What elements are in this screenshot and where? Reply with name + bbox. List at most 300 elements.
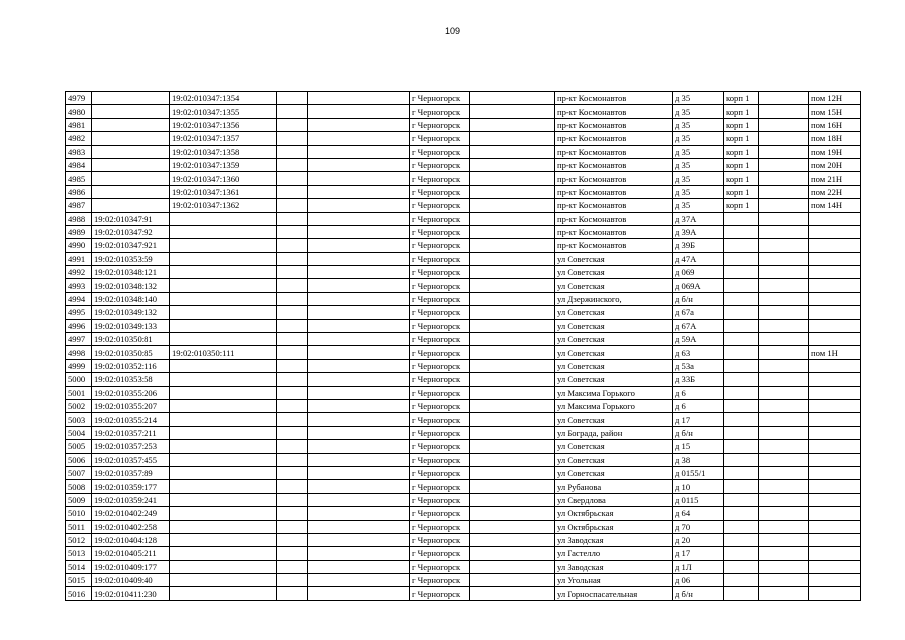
col-11-cell: [759, 507, 809, 520]
house-cell: д 67А: [673, 319, 724, 332]
street-cell: ул Советская: [555, 346, 673, 359]
table-row: [66, 92, 861, 105]
col-7-cell: [470, 507, 555, 520]
table-row: [66, 158, 861, 171]
cadastral-number-cell: 19:02:010409:177: [92, 560, 170, 573]
cadastral-number-cell: [92, 172, 170, 185]
col-7-cell: [470, 158, 555, 171]
cadastral-number-cell: 19:02:010349:133: [92, 319, 170, 332]
premises-cell: [809, 266, 861, 279]
row-number-cell: 4982: [66, 132, 92, 145]
col-11-cell: [759, 466, 809, 479]
house-cell: д 069: [673, 266, 724, 279]
cadastral-number-cell: [92, 158, 170, 171]
col-11-cell: [759, 386, 809, 399]
house-cell: д 33Б: [673, 373, 724, 386]
city-cell: г Черногорск: [410, 453, 470, 466]
cadastral-number-cell: 19:02:010402:249: [92, 507, 170, 520]
building-cell: [724, 239, 759, 252]
cadastral-number-cell: 19:02:010409:40: [92, 574, 170, 587]
building-cell: корп 1: [724, 172, 759, 185]
row-number-cell: 5012: [66, 533, 92, 546]
city-cell: г Черногорск: [410, 574, 470, 587]
col-11-cell: [759, 493, 809, 506]
building-cell: корп 1: [724, 145, 759, 158]
building-cell: корп 1: [724, 185, 759, 198]
table-row: [66, 346, 861, 359]
street-cell: ул Советская: [555, 359, 673, 372]
house-cell: д 0115: [673, 493, 724, 506]
col-7-cell: [470, 587, 555, 600]
table-row: [66, 547, 861, 560]
city-cell: г Черногорск: [410, 560, 470, 573]
city-cell: г Черногорск: [410, 105, 470, 118]
city-cell: г Черногорск: [410, 333, 470, 346]
table-row: [66, 266, 861, 279]
col-4-cell: [277, 333, 308, 346]
house-cell: д 39Б: [673, 239, 724, 252]
sub-cadastral-number-cell: 19:02:010347:1355: [170, 105, 277, 118]
col-7-cell: [470, 319, 555, 332]
col-5-cell: [308, 172, 410, 185]
sub-cadastral-number-cell: [170, 453, 277, 466]
row-number-cell: 4980: [66, 105, 92, 118]
col-11-cell: [759, 547, 809, 560]
col-7-cell: [470, 252, 555, 265]
col-7-cell: [470, 440, 555, 453]
city-cell: г Черногорск: [410, 426, 470, 439]
street-cell: ул Рубанова: [555, 480, 673, 493]
col-4-cell: [277, 279, 308, 292]
sub-cadastral-number-cell: [170, 413, 277, 426]
street-cell: пр-кт Космонавтов: [555, 145, 673, 158]
building-cell: [724, 547, 759, 560]
house-cell: д 35: [673, 118, 724, 131]
table-row: [66, 333, 861, 346]
city-cell: г Черногорск: [410, 199, 470, 212]
sub-cadastral-number-cell: [170, 279, 277, 292]
table-row: [66, 292, 861, 305]
col-5-cell: [308, 319, 410, 332]
table-row: [66, 212, 861, 225]
col-7-cell: [470, 453, 555, 466]
row-number-cell: 5011: [66, 520, 92, 533]
street-cell: ул Советская: [555, 373, 673, 386]
premises-cell: [809, 480, 861, 493]
row-number-cell: 5006: [66, 453, 92, 466]
city-cell: г Черногорск: [410, 239, 470, 252]
street-cell: ул Октябрьская: [555, 520, 673, 533]
table-row: [66, 118, 861, 131]
house-cell: д 17: [673, 547, 724, 560]
street-cell: ул Советская: [555, 252, 673, 265]
table-row: [66, 480, 861, 493]
sub-cadastral-number-cell: [170, 212, 277, 225]
table-row: [66, 172, 861, 185]
premises-cell: [809, 587, 861, 600]
city-cell: г Черногорск: [410, 399, 470, 412]
sub-cadastral-number-cell: [170, 587, 277, 600]
cadastral-number-cell: 19:02:010349:132: [92, 306, 170, 319]
sub-cadastral-number-cell: [170, 466, 277, 479]
col-11-cell: [759, 118, 809, 131]
sub-cadastral-number-cell: [170, 359, 277, 372]
building-cell: [724, 480, 759, 493]
row-number-cell: 4998: [66, 346, 92, 359]
house-cell: д 20: [673, 533, 724, 546]
col-4-cell: [277, 587, 308, 600]
row-number-cell: 4999: [66, 359, 92, 372]
premises-cell: [809, 440, 861, 453]
premises-cell: [809, 493, 861, 506]
city-cell: г Черногорск: [410, 386, 470, 399]
col-11-cell: [759, 252, 809, 265]
house-cell: д 06: [673, 574, 724, 587]
row-number-cell: 5015: [66, 574, 92, 587]
city-cell: г Черногорск: [410, 493, 470, 506]
col-7-cell: [470, 333, 555, 346]
col-5-cell: [308, 132, 410, 145]
house-cell: д 35: [673, 105, 724, 118]
premises-cell: [809, 399, 861, 412]
street-cell: ул Советская: [555, 279, 673, 292]
col-7-cell: [470, 426, 555, 439]
col-4-cell: [277, 158, 308, 171]
sub-cadastral-number-cell: [170, 333, 277, 346]
row-number-cell: 5005: [66, 440, 92, 453]
premises-cell: [809, 547, 861, 560]
premises-cell: [809, 533, 861, 546]
col-11-cell: [759, 105, 809, 118]
street-cell: ул Горноспасательная: [555, 587, 673, 600]
col-5-cell: [308, 480, 410, 493]
col-7-cell: [470, 132, 555, 145]
col-7-cell: [470, 493, 555, 506]
col-7-cell: [470, 386, 555, 399]
street-cell: ул Октябрьская: [555, 507, 673, 520]
city-cell: г Черногорск: [410, 158, 470, 171]
building-cell: [724, 493, 759, 506]
sub-cadastral-number-cell: [170, 399, 277, 412]
row-number-cell: 4989: [66, 225, 92, 238]
col-11-cell: [759, 413, 809, 426]
table-row: [66, 252, 861, 265]
city-cell: г Черногорск: [410, 440, 470, 453]
table-row: [66, 225, 861, 238]
col-5-cell: [308, 507, 410, 520]
cadastral-number-cell: 19:02:010359:177: [92, 480, 170, 493]
building-cell: [724, 560, 759, 573]
col-11-cell: [759, 399, 809, 412]
street-cell: пр-кт Космонавтов: [555, 199, 673, 212]
row-number-cell: 5016: [66, 587, 92, 600]
house-cell: д б/н: [673, 292, 724, 305]
table-row: [66, 493, 861, 506]
table-row: [66, 373, 861, 386]
cadastral-number-cell: 19:02:010350:85: [92, 346, 170, 359]
col-4-cell: [277, 199, 308, 212]
building-cell: [724, 426, 759, 439]
table-row: [66, 574, 861, 587]
row-number-cell: 4990: [66, 239, 92, 252]
building-cell: [724, 306, 759, 319]
street-cell: ул Советская: [555, 466, 673, 479]
city-cell: г Черногорск: [410, 533, 470, 546]
city-cell: г Черногорск: [410, 306, 470, 319]
col-11-cell: [759, 346, 809, 359]
col-7-cell: [470, 466, 555, 479]
house-cell: д 35: [673, 172, 724, 185]
city-cell: г Черногорск: [410, 292, 470, 305]
premises-cell: пом 16Н: [809, 118, 861, 131]
col-5-cell: [308, 399, 410, 412]
col-4-cell: [277, 185, 308, 198]
cadastral-number-cell: 19:02:010350:81: [92, 333, 170, 346]
col-4-cell: [277, 172, 308, 185]
col-7-cell: [470, 199, 555, 212]
house-cell: д 64: [673, 507, 724, 520]
street-cell: ул Дзержинского,: [555, 292, 673, 305]
col-4-cell: [277, 225, 308, 238]
sub-cadastral-number-cell: [170, 386, 277, 399]
house-cell: д 069А: [673, 279, 724, 292]
premises-cell: [809, 292, 861, 305]
sub-cadastral-number-cell: [170, 426, 277, 439]
col-4-cell: [277, 480, 308, 493]
col-4-cell: [277, 574, 308, 587]
building-cell: [724, 440, 759, 453]
table-row: [66, 306, 861, 319]
city-cell: г Черногорск: [410, 132, 470, 145]
cadastral-number-cell: 19:02:010357:253: [92, 440, 170, 453]
city-cell: г Черногорск: [410, 118, 470, 131]
building-cell: [724, 292, 759, 305]
sub-cadastral-number-cell: [170, 533, 277, 546]
col-4-cell: [277, 92, 308, 105]
col-4-cell: [277, 440, 308, 453]
col-7-cell: [470, 212, 555, 225]
city-cell: г Черногорск: [410, 346, 470, 359]
house-cell: д 70: [673, 520, 724, 533]
premises-cell: [809, 413, 861, 426]
premises-cell: пом 19Н: [809, 145, 861, 158]
col-4-cell: [277, 306, 308, 319]
premises-cell: [809, 306, 861, 319]
col-5-cell: [308, 292, 410, 305]
premises-cell: пом 18Н: [809, 132, 861, 145]
sub-cadastral-number-cell: [170, 440, 277, 453]
house-cell: д 53а: [673, 359, 724, 372]
cadastral-number-cell: 19:02:010348:121: [92, 266, 170, 279]
registry-body: [66, 92, 861, 601]
col-7-cell: [470, 373, 555, 386]
city-cell: г Черногорск: [410, 92, 470, 105]
house-cell: д 35: [673, 145, 724, 158]
building-cell: [724, 399, 759, 412]
city-cell: г Черногорск: [410, 413, 470, 426]
house-cell: д 59А: [673, 333, 724, 346]
house-cell: д 67а: [673, 306, 724, 319]
building-cell: [724, 373, 759, 386]
house-cell: д б/н: [673, 587, 724, 600]
street-cell: ул Советская: [555, 333, 673, 346]
cadastral-number-cell: 19:02:010357:89: [92, 466, 170, 479]
col-11-cell: [759, 239, 809, 252]
city-cell: г Черногорск: [410, 225, 470, 238]
col-11-cell: [759, 185, 809, 198]
house-cell: д 0155/1: [673, 466, 724, 479]
premises-cell: пом 21Н: [809, 172, 861, 185]
street-cell: пр-кт Космонавтов: [555, 185, 673, 198]
street-cell: ул Советская: [555, 453, 673, 466]
cadastral-number-cell: [92, 92, 170, 105]
row-number-cell: 5010: [66, 507, 92, 520]
house-cell: д 35: [673, 199, 724, 212]
premises-cell: [809, 212, 861, 225]
col-4-cell: [277, 319, 308, 332]
premises-cell: пом 1Н: [809, 346, 861, 359]
col-4-cell: [277, 520, 308, 533]
row-number-cell: 4992: [66, 266, 92, 279]
house-cell: д 47А: [673, 252, 724, 265]
sub-cadastral-number-cell: 19:02:010347:1358: [170, 145, 277, 158]
col-7-cell: [470, 346, 555, 359]
row-number-cell: 5003: [66, 413, 92, 426]
sub-cadastral-number-cell: 19:02:010347:1360: [170, 172, 277, 185]
table-row: [66, 520, 861, 533]
col-7-cell: [470, 118, 555, 131]
table-row: [66, 386, 861, 399]
sub-cadastral-number-cell: [170, 319, 277, 332]
col-5-cell: [308, 105, 410, 118]
col-5-cell: [308, 574, 410, 587]
street-cell: ул Максима Горького: [555, 399, 673, 412]
col-5-cell: [308, 145, 410, 158]
table-row: [66, 426, 861, 439]
col-4-cell: [277, 212, 308, 225]
premises-cell: [809, 333, 861, 346]
street-cell: ул Советская: [555, 440, 673, 453]
col-5-cell: [308, 413, 410, 426]
building-cell: [724, 587, 759, 600]
street-cell: ул Свердлова: [555, 493, 673, 506]
col-11-cell: [759, 266, 809, 279]
house-cell: д 35: [673, 158, 724, 171]
page-number: 109: [444, 26, 461, 36]
row-number-cell: 4981: [66, 118, 92, 131]
street-cell: ул Советская: [555, 266, 673, 279]
premises-cell: [809, 453, 861, 466]
cadastral-number-cell: 19:02:010405:211: [92, 547, 170, 560]
col-7-cell: [470, 172, 555, 185]
street-cell: ул Советская: [555, 413, 673, 426]
col-11-cell: [759, 199, 809, 212]
col-5-cell: [308, 426, 410, 439]
col-4-cell: [277, 145, 308, 158]
col-5-cell: [308, 520, 410, 533]
building-cell: [724, 266, 759, 279]
city-cell: г Черногорск: [410, 520, 470, 533]
cadastral-number-cell: 19:02:010347:92: [92, 225, 170, 238]
col-5-cell: [308, 185, 410, 198]
cadastral-number-cell: [92, 185, 170, 198]
row-number-cell: 5014: [66, 560, 92, 573]
premises-cell: [809, 426, 861, 439]
street-cell: ул Советская: [555, 319, 673, 332]
row-number-cell: 4987: [66, 199, 92, 212]
city-cell: г Черногорск: [410, 172, 470, 185]
table-row: [66, 440, 861, 453]
col-11-cell: [759, 279, 809, 292]
sub-cadastral-number-cell: [170, 547, 277, 560]
col-11-cell: [759, 587, 809, 600]
premises-cell: [809, 225, 861, 238]
street-cell: пр-кт Космонавтов: [555, 212, 673, 225]
row-number-cell: 4997: [66, 333, 92, 346]
sub-cadastral-number-cell: [170, 574, 277, 587]
sub-cadastral-number-cell: 19:02:010347:1359: [170, 158, 277, 171]
table-row: [66, 145, 861, 158]
table-row: [66, 239, 861, 252]
street-cell: пр-кт Космонавтов: [555, 239, 673, 252]
row-number-cell: 4979: [66, 92, 92, 105]
table-row: [66, 359, 861, 372]
sub-cadastral-number-cell: [170, 252, 277, 265]
sub-cadastral-number-cell: 19:02:010347:1361: [170, 185, 277, 198]
col-5-cell: [308, 587, 410, 600]
col-7-cell: [470, 547, 555, 560]
building-cell: [724, 346, 759, 359]
premises-cell: пом 12Н: [809, 92, 861, 105]
city-cell: г Черногорск: [410, 185, 470, 198]
col-4-cell: [277, 507, 308, 520]
sub-cadastral-number-cell: [170, 292, 277, 305]
col-4-cell: [277, 346, 308, 359]
building-cell: [724, 520, 759, 533]
col-7-cell: [470, 239, 555, 252]
col-11-cell: [759, 533, 809, 546]
col-5-cell: [308, 199, 410, 212]
building-cell: [724, 279, 759, 292]
col-5-cell: [308, 386, 410, 399]
sub-cadastral-number-cell: [170, 239, 277, 252]
sub-cadastral-number-cell: 19:02:010347:1354: [170, 92, 277, 105]
sub-cadastral-number-cell: [170, 520, 277, 533]
col-11-cell: [759, 306, 809, 319]
premises-cell: [809, 520, 861, 533]
building-cell: [724, 319, 759, 332]
col-7-cell: [470, 145, 555, 158]
col-7-cell: [470, 92, 555, 105]
premises-cell: пом 15Н: [809, 105, 861, 118]
col-11-cell: [759, 92, 809, 105]
house-cell: д 1Л: [673, 560, 724, 573]
row-number-cell: 4996: [66, 319, 92, 332]
col-11-cell: [759, 560, 809, 573]
row-number-cell: 4993: [66, 279, 92, 292]
cadastral-number-cell: [92, 199, 170, 212]
col-7-cell: [470, 574, 555, 587]
col-4-cell: [277, 252, 308, 265]
street-cell: пр-кт Космонавтов: [555, 105, 673, 118]
col-5-cell: [308, 547, 410, 560]
col-4-cell: [277, 266, 308, 279]
building-cell: [724, 225, 759, 238]
house-cell: д 35: [673, 185, 724, 198]
street-cell: пр-кт Космонавтов: [555, 92, 673, 105]
row-number-cell: 4984: [66, 158, 92, 171]
premises-cell: [809, 507, 861, 520]
